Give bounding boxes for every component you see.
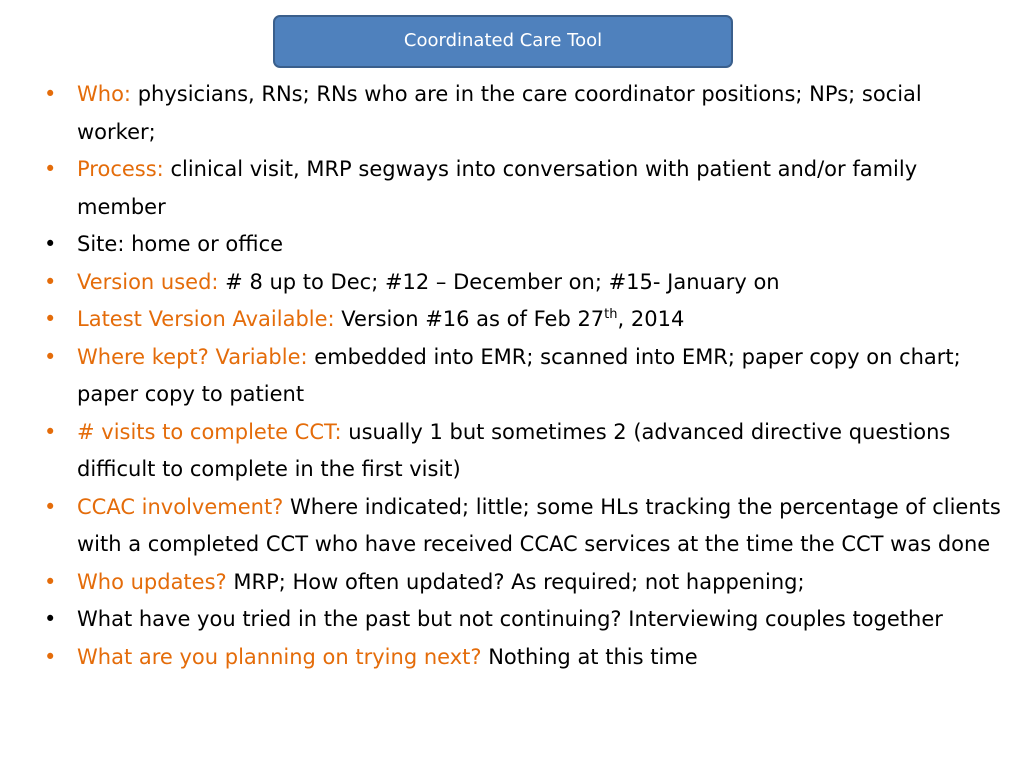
bullet-label: CCAC involvement? — [77, 494, 284, 519]
bullet-dot: • — [44, 269, 57, 294]
bullet-text: clinical visit, MRP segways into conversation with patient and/or family member — [77, 157, 918, 219]
bullet-dot: • — [44, 307, 57, 331]
bullet-text: embedded into EMR; scanned into EMR; paper copy on chart; paper copy to patient — [77, 344, 961, 406]
bullet-dot: • — [44, 494, 57, 519]
bullet-label: # visits to complete CCT: — [77, 419, 342, 444]
bullet-item-site — [0, 226, 1024, 264]
bullet-text-after: , 2014 — [617, 307, 685, 331]
bullet-text: # 8 up to Dec; #12 – December on; #15- January on — [225, 269, 780, 294]
slide-title: Coordinated Care Tool — [403, 30, 603, 51]
bullet-text: Version #16 as of Feb 27 — [341, 307, 605, 331]
bullet-item-latest-version — [0, 301, 1024, 339]
bullet-label: Latest Version Available: — [77, 307, 335, 331]
bullet-item-ccac — [0, 489, 1024, 564]
bullet-text: What have you tried in the past but not continuing? Interviewing couples together — [77, 607, 943, 631]
bullet-dot: • — [44, 82, 57, 106]
bullet-item-process — [0, 151, 1024, 226]
bullet-dot: • — [44, 157, 57, 181]
bullet-label: Process: — [77, 157, 164, 181]
bullet-text: MRP; How often updated? As required; not happening; — [233, 569, 805, 594]
bullet-label: Who updates? — [77, 569, 227, 594]
bullet-dot: • — [44, 232, 57, 256]
bullet-dot: • — [44, 419, 57, 444]
bullet-item-who — [0, 76, 1024, 151]
bullet-item-who-updates — [0, 564, 1024, 602]
bullet-item-visits — [0, 414, 1024, 489]
bullet-text: usually 1 but sometimes 2 (advanced directive questions difficult to complete in the first visit) — [77, 419, 951, 481]
bullet-dot: • — [44, 607, 57, 631]
bullet-text: Site: home or office — [77, 232, 284, 256]
bullet-label: Version used: — [77, 269, 219, 294]
bullet-item-planning-next — [0, 639, 1024, 677]
bullet-item-version-used — [0, 264, 1024, 302]
bullet-item-tried-past — [0, 601, 1024, 639]
bullet-item-where-kept — [0, 339, 1024, 414]
bullet-list — [0, 76, 1024, 676]
bullet-text: Where indicated; little; some HLs tracking the percentage of clients with a completed CCT who have received CCAC services at the time the CCT was done — [77, 494, 1001, 556]
bullet-label: Where kept? Variable: — [77, 344, 308, 369]
bullet-text: physicians, RNs; RNs who are in the care coordinator positions; NPs; social worker; — [77, 82, 922, 144]
bullet-text: Nothing at this time — [488, 644, 698, 669]
bullet-label: Who: — [77, 82, 131, 106]
bullet-dot: • — [44, 569, 57, 594]
bullet-dot: • — [44, 644, 57, 669]
bullet-label: What are you planning on trying next? — [77, 644, 482, 669]
title-box — [273, 15, 733, 68]
bullet-superscript: th — [604, 307, 618, 322]
bullet-dot: • — [44, 344, 57, 369]
